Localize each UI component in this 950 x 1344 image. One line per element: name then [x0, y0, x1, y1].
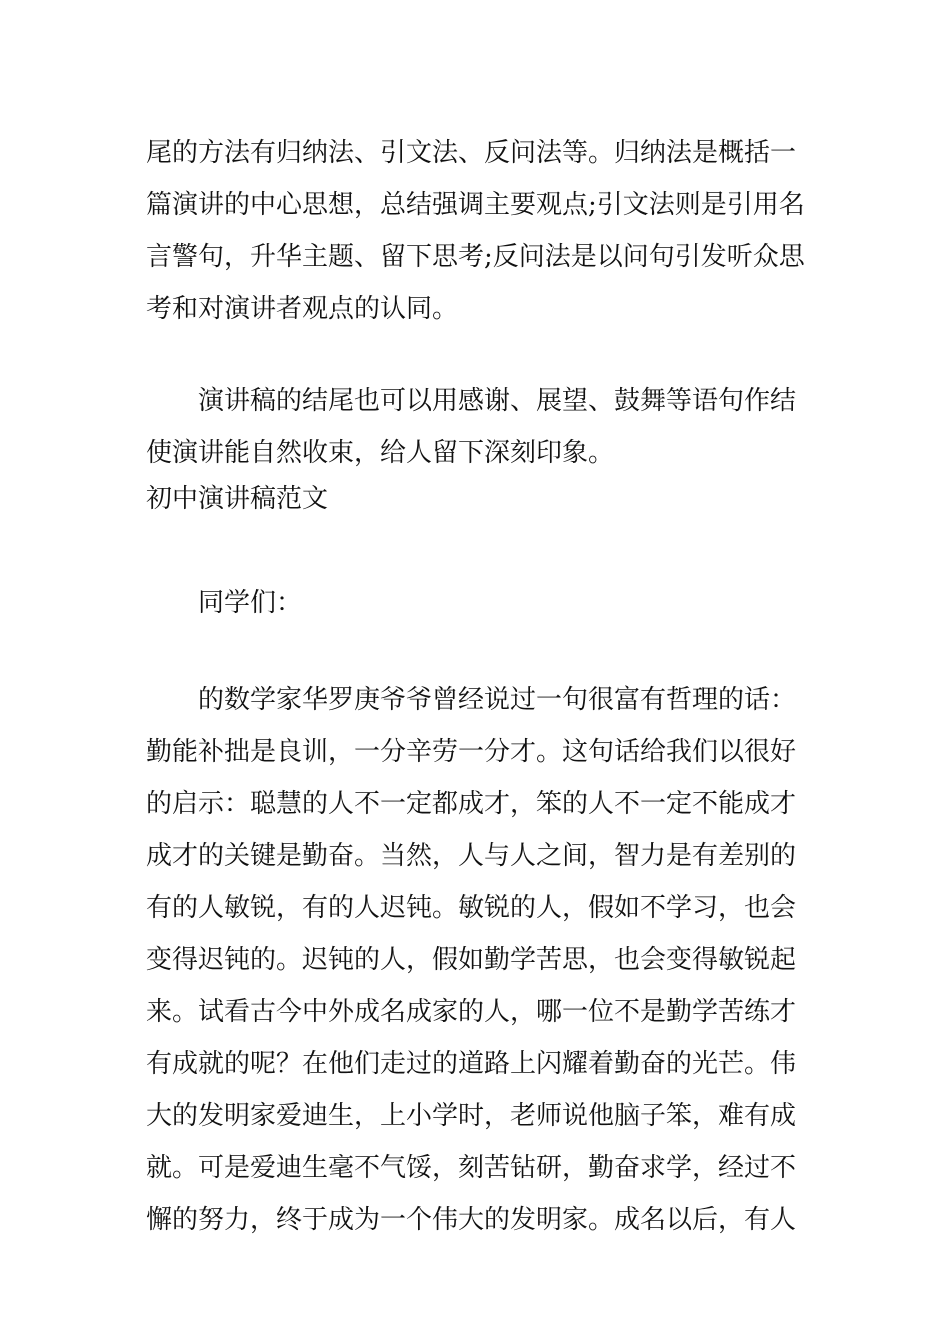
text-line: 的数学家华罗庚爷爷曾经说过一句很富有哲理的话：: [198, 685, 797, 715]
heading-text: 初中演讲稿范文: [146, 484, 329, 514]
text-line: 演讲稿的结尾也可以用感谢、展望、鼓舞等语句作结: [198, 386, 797, 416]
text-line: 篇演讲的中心思想，总结强调主要观点;引文法则是引用名: [146, 190, 805, 220]
text-line: 就。可是爱迪生毫不气馁，刻苦钻研，勤奋求学，经过不: [146, 1153, 797, 1183]
text-line: 尾的方法有归纳法、引文法、反问法等。归纳法是概括一: [146, 138, 797, 168]
text-line: 使演讲能自然收束，给人留下深刻印象。: [146, 438, 615, 468]
text-line: 言警句，升华主题、留下思考;反问法是以问句引发听众思: [146, 242, 805, 272]
text-line: 大的发明家爱迪生，上小学时，老师说他脑子笨，难有成: [146, 1101, 797, 1131]
text-line: 勤能补拙是良训，一分辛劳一分才。这句话给我们以很好: [146, 737, 797, 767]
text-line: 的启示：聪慧的人不一定都成才，笨的人不一定不能成才: [146, 789, 797, 819]
section-heading: [146, 473, 810, 525]
text-line: 懈的努力，终于成为一个伟大的发明家。成名以后，有人: [146, 1205, 797, 1235]
text-line: 变得迟钝的。迟钝的人，假如勤学苦思，也会变得敏锐起: [146, 945, 797, 975]
greeting-paragraph: [146, 577, 810, 629]
paragraph-diligence: [146, 674, 810, 1246]
greeting-text: 同学们：: [198, 588, 303, 618]
text-line: 来。试看古今中外成名成家的人，哪一位不是勤学苦练才: [146, 997, 797, 1027]
text-line: 考和对演讲者观点的认同。: [146, 294, 459, 324]
paragraph-conclusion-methods: [146, 127, 810, 335]
text-line: 有的人敏锐，有的人迟钝。敏锐的人，假如不学习，也会: [146, 893, 797, 923]
text-line: 有成就的呢？在他们走过的道路上闪耀着勤奋的光芒。伟: [146, 1049, 797, 1079]
text-line: 成才的关键是勤奋。当然，人与人之间，智力是有差别的: [146, 841, 797, 871]
paragraph-conclusion-tips: [146, 375, 810, 479]
